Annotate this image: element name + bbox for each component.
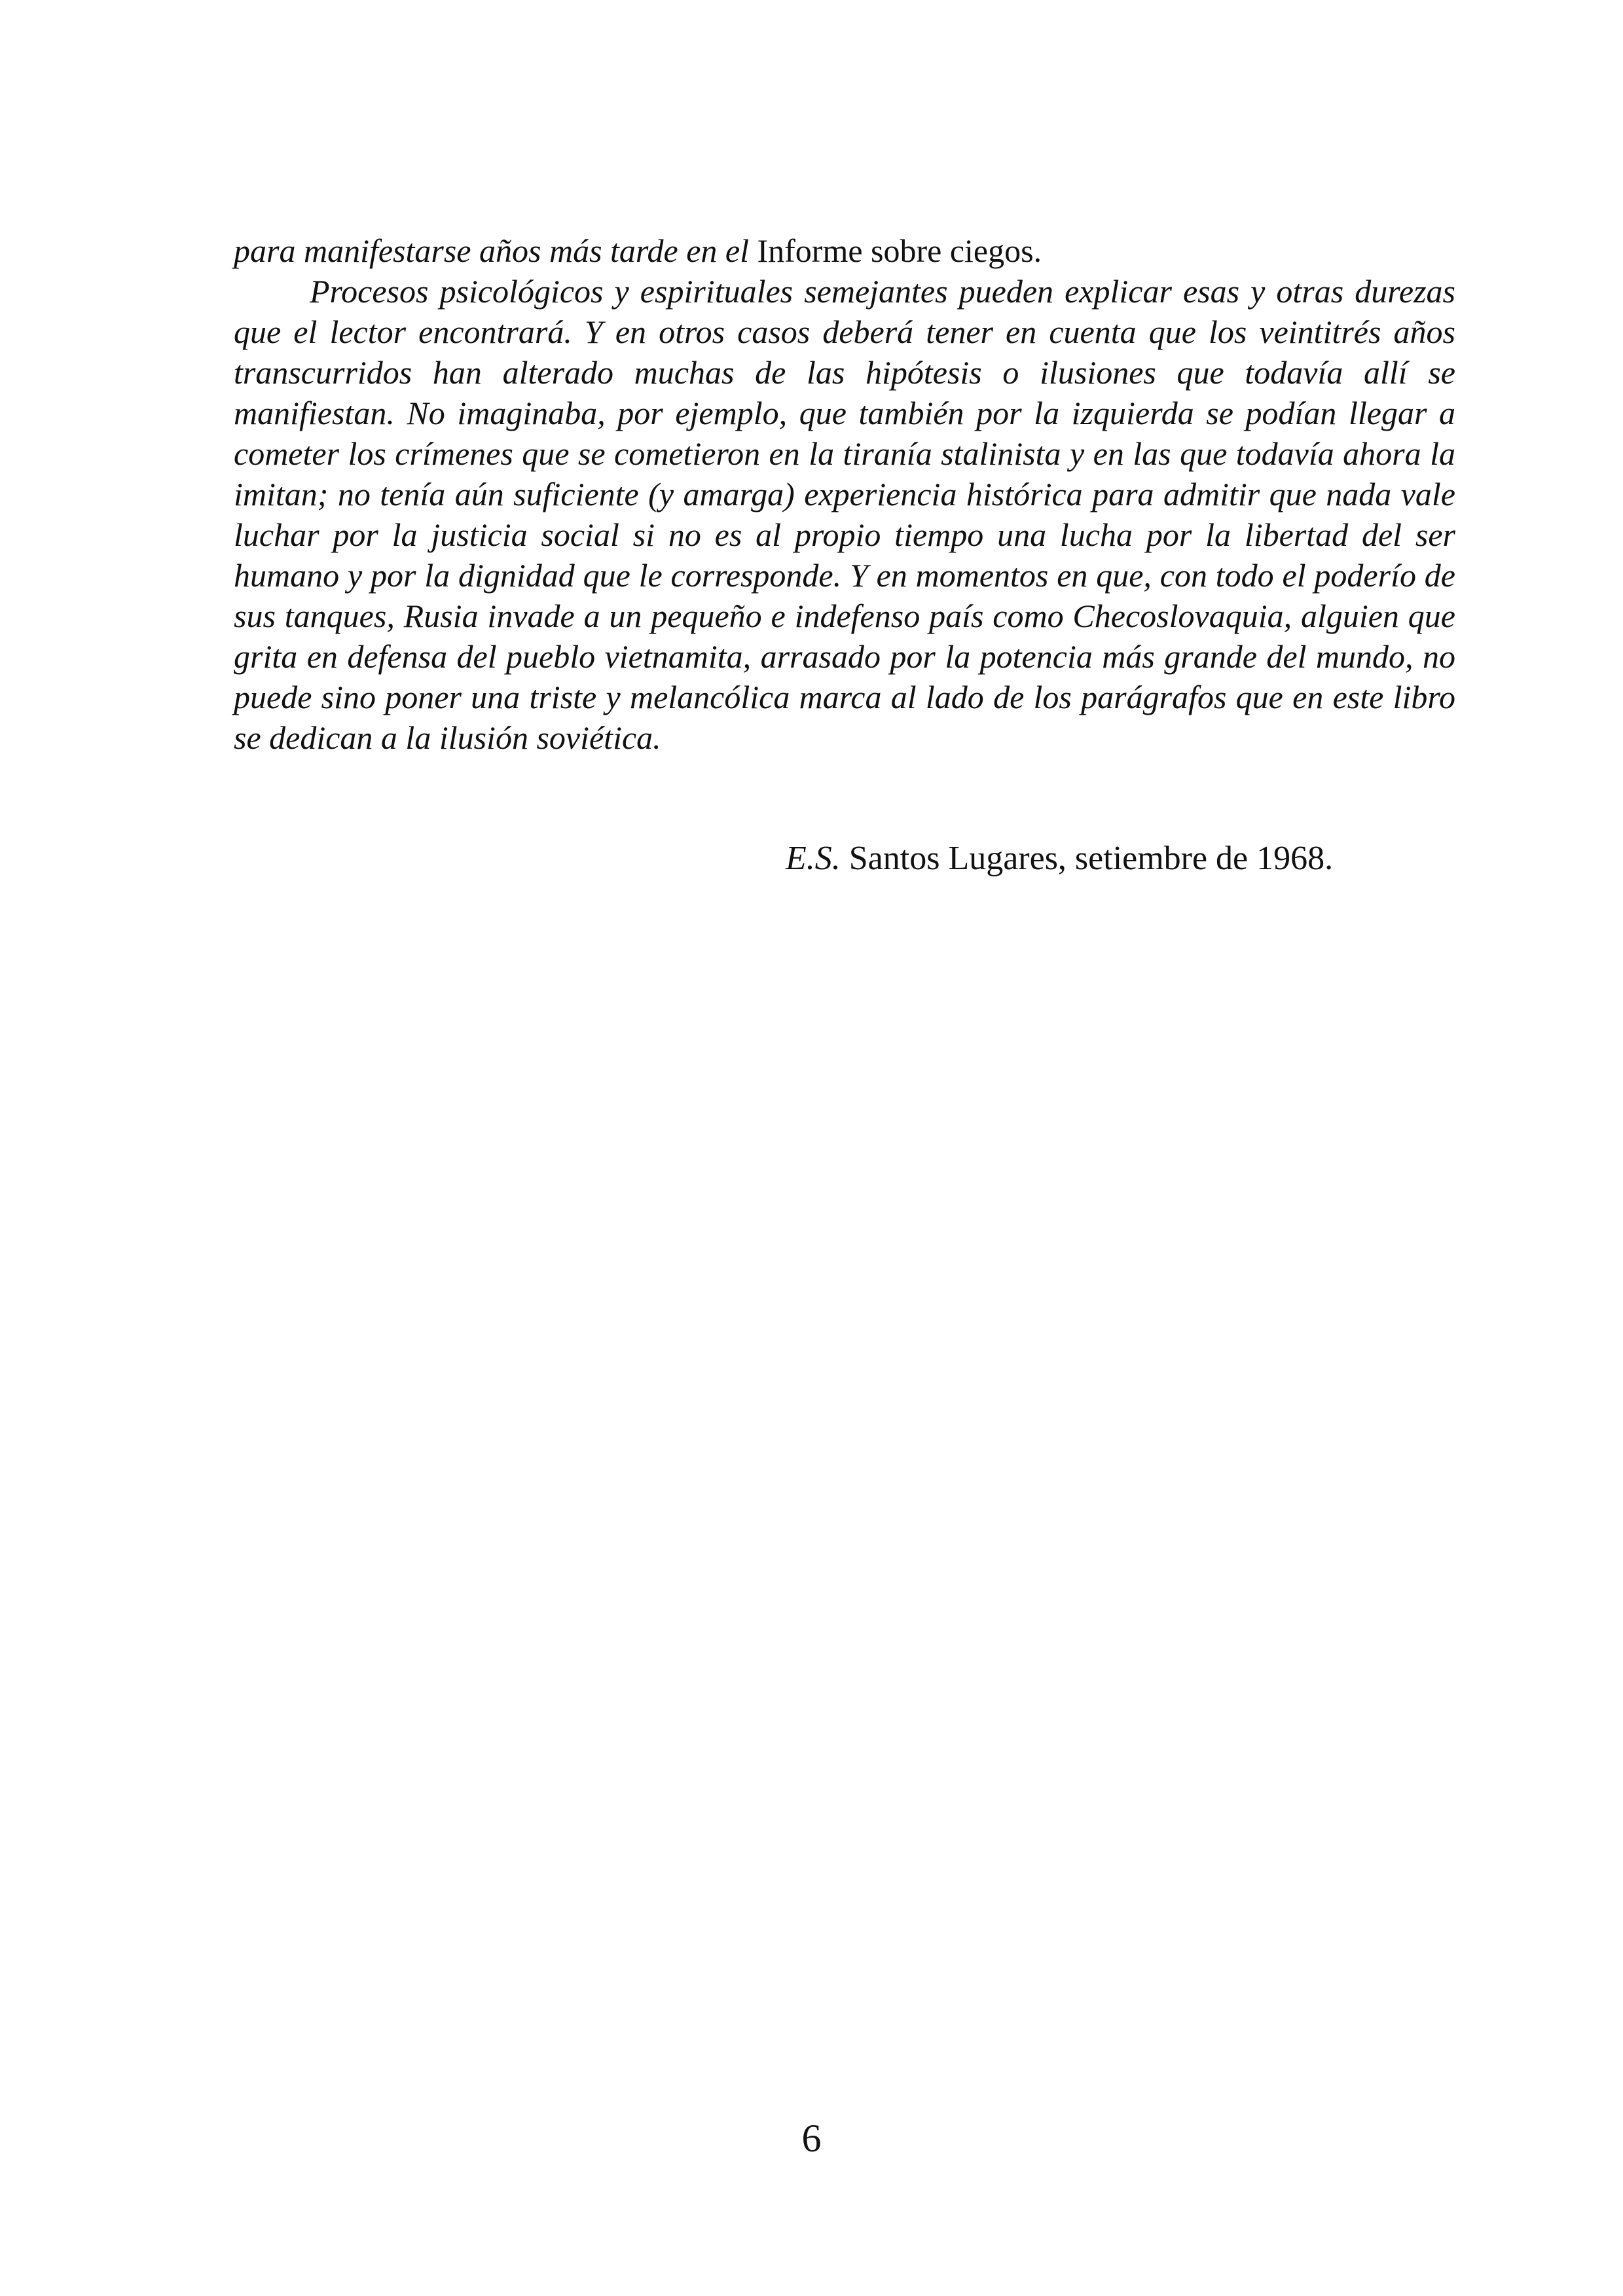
body-text [234,230,1455,758]
signature-line [786,838,1333,880]
main-paragraph: Procesos psicológicos y espirituales semejantes pueden explicar esas y otras durezas que el lector encontrará. Y en otros casos deberá tener en cuenta que los veintitrés años transcurridos han alterado muchas de las hipótesis o ilusiones que todavía allí se manifiestan. No imaginaba, por ejemplo, que también por la izquierda se podían llegar a cometer los crímenes que se cometieron en la tiranía stalinista y en las que todavía ahora la imitan; no tenía aún suficiente (y amarga) experiencia histórica para admitir que nada vale luchar por la justicia social si no es al propio tiempo una lucha por la libertad del ser humano y por la dignidad que le corresponde. Y en momentos en que, con todo el poderío de sus tanques, Rusia invade a un pequeño e indefenso país como Checoslovaquia, alguien que grita en defensa del pueblo vietnamita, arrasado por la potencia más grande del mundo, no puede sino poner una triste y melancólica marca al lado de los parágrafos que en este libro se dedican a la ilusión soviética. [234,273,1455,756]
opening-line [234,230,1455,271]
author-initials: E.S. [786,840,841,877]
book-title: Informe sobre ciegos. [757,232,1042,269]
page-number: 6 [801,2117,822,2160]
opening-line-italic: para manifestarse años más tarde en el [234,232,749,269]
place-date: Santos Lugares, setiembre de 1968. [848,840,1334,877]
